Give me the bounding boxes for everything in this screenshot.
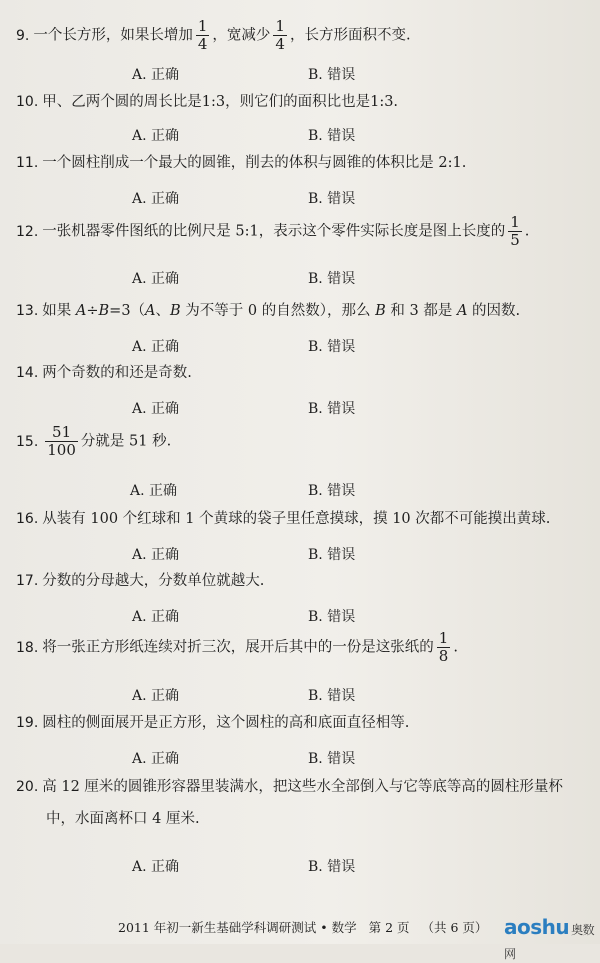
- option-b: B. 错误: [308, 609, 356, 625]
- question-text: 17. 分数的分母越大，分数单位就越大.: [16, 573, 265, 589]
- question-text-continued: 中，水面离杯口 4 厘米.: [46, 811, 200, 827]
- option-a: A. 正确: [132, 128, 180, 144]
- option-a: A. 正确: [132, 859, 180, 875]
- option-b: B. 错误: [308, 688, 356, 704]
- option-b: B. 错误: [308, 483, 356, 499]
- question-number: 9.: [16, 27, 30, 44]
- aoshu-logo: [504, 915, 600, 963]
- question-text: 20. 高 12 厘米的圆锥形容器里装满水，把这些水全部倒入与它等底等高的圆柱形量杯: [16, 779, 563, 795]
- fraction: $\frac{1}{8}$: [438, 629, 449, 665]
- question-text: 12. 一张机器零件图纸的比例尺是 5:1，表示这个零件实际长度是图上长度的 $\frac{1}{5}$ .: [16, 213, 530, 249]
- option-a: A. 正确: [132, 609, 180, 625]
- option-b: B. 错误: [308, 859, 356, 875]
- page-number: 第 2 页: [368, 920, 410, 935]
- question-text: 13. 如果 A÷B=3（A、B 为不等于 0 的自然数），那么 B 和 3 都是 A 的因数.: [16, 303, 521, 319]
- option-b: B. 错误: [308, 339, 356, 355]
- question-text: 18. 将一张正方形纸连续对折三次，展开后其中的一份是这张纸的 $\frac{1}{8}$ .: [16, 629, 458, 665]
- option-a: A. 正确: [132, 67, 180, 83]
- option-b: B. 错误: [308, 271, 356, 287]
- fraction: $\frac{51}{100}$: [47, 423, 76, 459]
- option-b: B. 错误: [308, 67, 356, 83]
- question-text: 16. 从装有 100 个红球和 1 个黄球的袋子里任意摸球，摸 10 次都不可能摸出黄球.: [16, 511, 551, 527]
- page-total: （共 6 页）: [421, 920, 488, 935]
- page-footer: [118, 918, 495, 936]
- logo-brand: aoshu: [504, 915, 570, 939]
- option-b: B. 错误: [308, 547, 356, 563]
- option-a: A. 正确: [132, 547, 180, 563]
- option-b: B. 错误: [308, 191, 356, 207]
- option-a: A. 正确: [132, 271, 180, 287]
- fraction: $\frac{1}{5}$: [510, 213, 520, 249]
- question-text: 14. 两个奇数的和还是奇数.: [16, 365, 192, 381]
- question-text: 15. $\frac{51}{100}$ 分就是 51 秒.: [16, 423, 172, 459]
- question-text: 19. 圆柱的侧面展开是正方形，这个圆柱的高和底面直径相等.: [16, 715, 410, 731]
- fraction: $\frac{1}{4}$: [275, 17, 285, 53]
- option-b: B. 错误: [308, 128, 356, 144]
- logo-label: 奥数网: [504, 923, 595, 961]
- option-a: A. 正确: [132, 401, 180, 417]
- fraction: $\frac{1}{4}$: [197, 17, 208, 53]
- question-text: 9. 一个长方形，如果长增加 $\frac{1}{4}$ ，宽减少 $\frac{1}{4}$ ，长方形面积不变.: [16, 17, 411, 53]
- option-a: A. 正确: [132, 688, 180, 704]
- option-a: A. 正确: [132, 191, 180, 207]
- option-b: B. 错误: [308, 401, 356, 417]
- option-a: A. 正确: [132, 339, 180, 355]
- question-text: 11. 一个圆柱削成一个最大的圆锥，削去的体积与圆锥的体积比是 2:1.: [16, 155, 467, 171]
- option-a: A. 正确: [130, 483, 178, 499]
- option-b: B. 错误: [308, 751, 356, 767]
- option-a: A. 正确: [132, 751, 180, 767]
- question-text: 10. 甲、乙两个圆的周长比是1:3，则它们的面积比也是1:3.: [16, 94, 399, 110]
- exam-title: 2011 年初一新生基础学科调研测试 • 数学: [118, 920, 357, 935]
